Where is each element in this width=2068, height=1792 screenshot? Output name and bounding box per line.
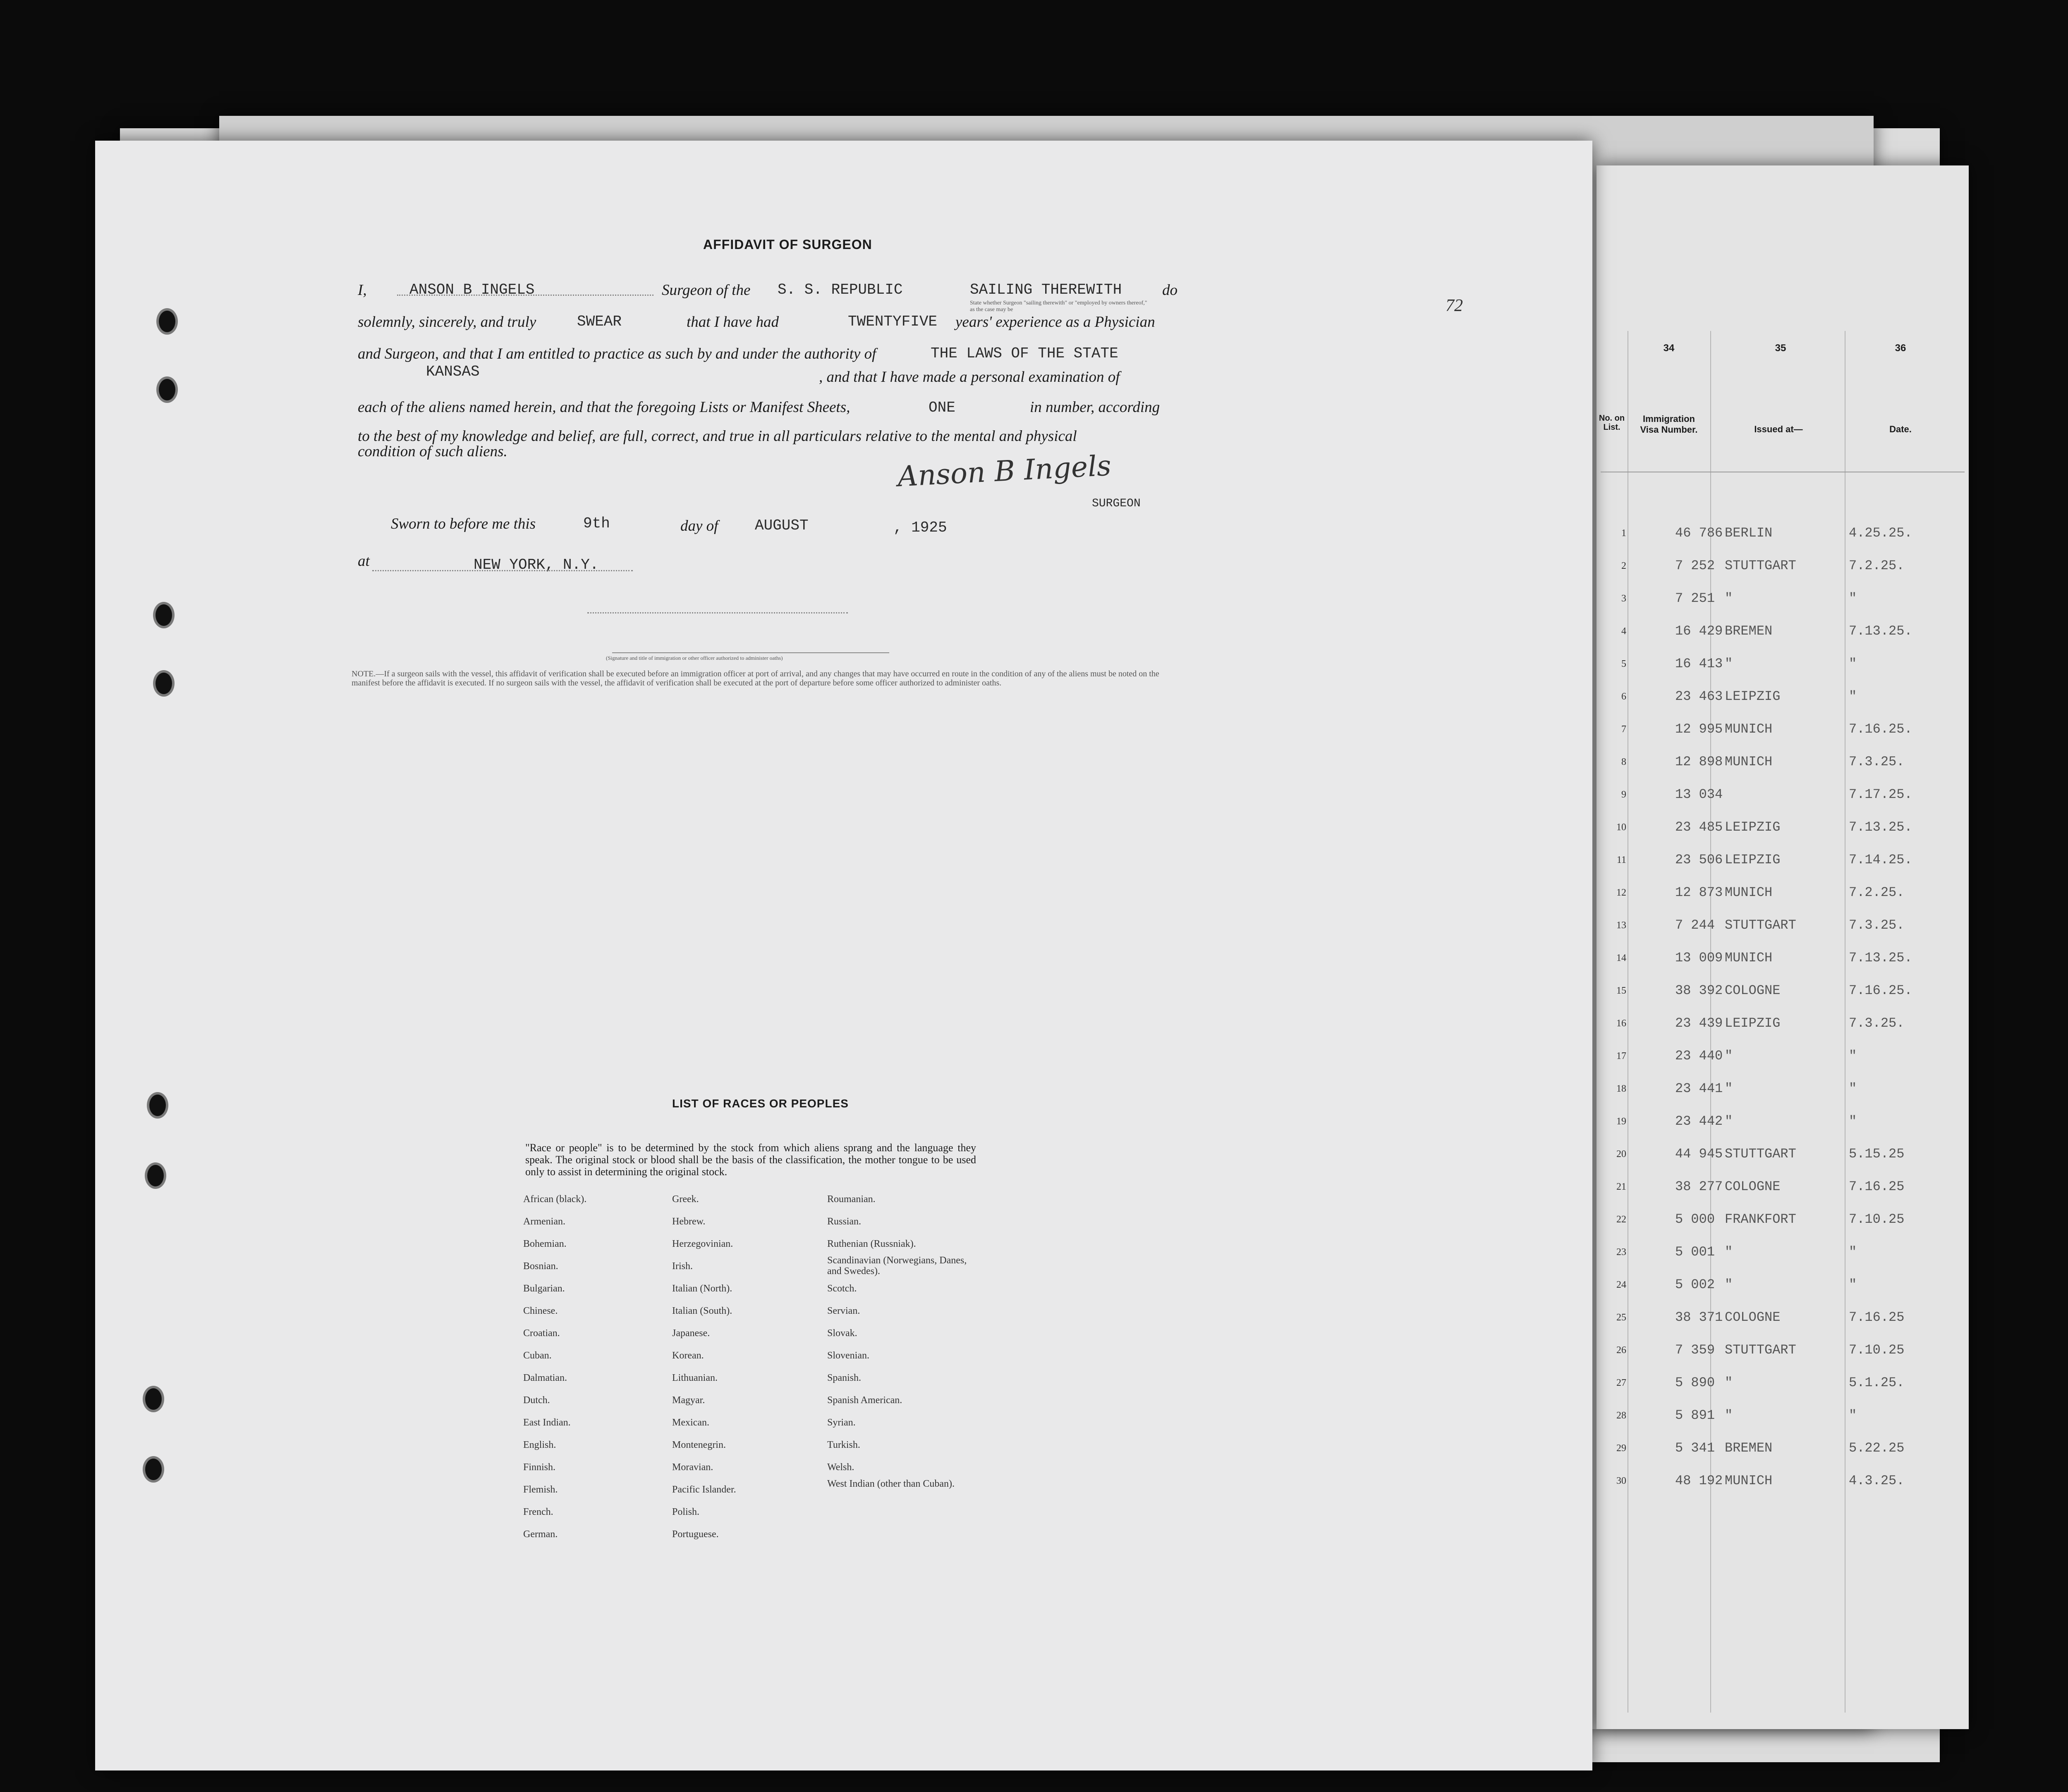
race-item: French. xyxy=(523,1507,553,1517)
day-of-label: day of xyxy=(680,517,718,534)
visa-row xyxy=(1605,779,1960,811)
issue-date: 7.2.25. xyxy=(1849,885,1905,900)
col-number-36: 36 xyxy=(1895,343,1906,354)
affidavit-note: NOTE.—If a surgeon sails with the vessel, this affidavit of verification shall be executed before an immigration officer at port of arrival, and any changes that may have occurred en route in the condition of any of the aliens must be noted on the manifest before the affidavit is executed. If no surgeon sails with the vessel, the affidavit of verification shall be executed at the port of departure before some officer authorized to administer oaths. xyxy=(352,669,1159,688)
row-number: 23 xyxy=(1616,1247,1626,1258)
issued-at: MUNICH xyxy=(1725,885,1773,900)
surgeon-signature: Anson B Ingels xyxy=(897,449,1112,494)
issued-at: LEIPZIG xyxy=(1725,689,1781,704)
issued-at: FRANKFORT xyxy=(1725,1212,1796,1227)
issue-date: " xyxy=(1849,689,1857,704)
visa-number: 46 786 xyxy=(1675,525,1723,541)
visa-number: 48 192 xyxy=(1675,1473,1723,1488)
page-number: 72 xyxy=(1446,296,1463,315)
visa-number: 5 341 xyxy=(1675,1440,1715,1456)
row-number: 28 xyxy=(1616,1410,1626,1421)
visa-row xyxy=(1605,1007,1960,1040)
row-number: 8 xyxy=(1621,757,1626,767)
condition-label: condition of such aliens. xyxy=(358,443,507,460)
race-item: Servian. xyxy=(827,1306,860,1316)
visa-row xyxy=(1605,615,1960,647)
row-number: 22 xyxy=(1616,1214,1626,1225)
row-number: 1 xyxy=(1621,528,1626,539)
visa-number: 23 439 xyxy=(1675,1016,1723,1031)
visa-row xyxy=(1605,877,1960,909)
row-number: 6 xyxy=(1621,691,1626,702)
issued-at: MUNICH xyxy=(1725,721,1773,737)
visa-row xyxy=(1605,1301,1960,1334)
race-item: Flemish. xyxy=(523,1484,558,1495)
race-item: Russian. xyxy=(827,1216,862,1227)
visa-row xyxy=(1605,1105,1960,1138)
race-item: Lithuanian. xyxy=(672,1373,718,1383)
issue-date: " xyxy=(1849,1244,1857,1260)
race-item: Roumanian. xyxy=(827,1194,876,1205)
punch-hole xyxy=(145,1162,166,1189)
visa-row xyxy=(1605,1040,1960,1072)
races-column-3 xyxy=(827,1188,976,1501)
row-number: 14 xyxy=(1616,953,1626,963)
row-number: 10 xyxy=(1616,822,1626,833)
visa-number: 5 890 xyxy=(1675,1375,1715,1390)
race-item: Polish. xyxy=(672,1507,700,1517)
row-number: 16 xyxy=(1616,1018,1626,1029)
race-item: Bohemian. xyxy=(523,1239,567,1249)
race-item: Armenian. xyxy=(523,1216,565,1227)
visa-number: 5 000 xyxy=(1675,1212,1715,1227)
race-item: Finnish. xyxy=(523,1462,556,1473)
issued-at: " xyxy=(1725,1048,1733,1064)
years-label: years' experience as a Physician xyxy=(955,314,1155,331)
issue-date: 7.13.25. xyxy=(1849,950,1912,965)
sworn-day: 9th xyxy=(583,515,610,532)
visa-row xyxy=(1605,648,1960,680)
punch-hole xyxy=(147,1092,168,1119)
row-number: 30 xyxy=(1616,1476,1626,1486)
issued-at: MUNICH xyxy=(1725,950,1773,965)
visa-row xyxy=(1605,1203,1960,1236)
surgeon-of-label: Surgeon of the xyxy=(662,282,751,299)
race-item: Spanish. xyxy=(827,1373,862,1383)
issue-date: 5.22.25 xyxy=(1849,1440,1905,1456)
authority-label: and Surgeon, and that I am entitled to practice as such by and under the authority of xyxy=(358,345,876,362)
race-item: African (black). xyxy=(523,1194,587,1205)
row-number: 15 xyxy=(1616,985,1626,996)
race-item: Cuban. xyxy=(523,1350,552,1361)
issue-date: 7.10.25 xyxy=(1849,1212,1905,1227)
number-label: in number, according xyxy=(1030,399,1160,416)
race-item: Turkish. xyxy=(827,1440,860,1450)
issued-at: LEIPZIG xyxy=(1725,852,1781,867)
race-item: Bosnian. xyxy=(523,1261,558,1272)
row-number: 18 xyxy=(1616,1083,1626,1094)
vessel-name: S. S. REPUBLIC xyxy=(778,281,903,298)
row-number: 29 xyxy=(1616,1443,1626,1454)
race-item: Japanese. xyxy=(672,1328,710,1339)
race-item: Italian (North). xyxy=(672,1283,732,1294)
row-number: 9 xyxy=(1621,789,1626,800)
row-number: 12 xyxy=(1616,887,1626,898)
header-visa-number: Immigration Visa Number. xyxy=(1640,414,1698,435)
race-item: Croatian. xyxy=(523,1328,560,1339)
visa-row xyxy=(1605,811,1960,843)
visa-number: 38 392 xyxy=(1675,983,1723,998)
issue-date: 7.16.25 xyxy=(1849,1179,1905,1194)
authority: THE LAWS OF THE STATE xyxy=(931,345,1118,362)
race-item: Spanish American. xyxy=(827,1395,902,1406)
years-experience: TWENTYFIVE xyxy=(848,313,938,330)
underline xyxy=(587,612,848,613)
issued-at: STUTTGART xyxy=(1725,918,1796,933)
row-number: 11 xyxy=(1616,855,1626,865)
visa-row xyxy=(1605,975,1960,1007)
row-number: 4 xyxy=(1621,626,1626,637)
race-item: Pacific Islander. xyxy=(672,1484,736,1495)
header-date: Date. xyxy=(1889,424,1912,434)
issued-at: COLOGNE xyxy=(1725,1310,1781,1325)
race-item: Slovak. xyxy=(827,1328,857,1339)
surgeon-name: ANSON B INGELS xyxy=(409,281,535,298)
races-title: LIST OF RACES OR PEOPLES xyxy=(672,1097,849,1110)
race-item: English. xyxy=(523,1440,556,1450)
issued-at: " xyxy=(1725,1375,1733,1390)
issue-date: " xyxy=(1849,1048,1857,1064)
visa-row xyxy=(1605,713,1960,745)
race-item: Dutch. xyxy=(523,1395,550,1406)
sailing-note: State whether Surgeon "sailing therewith" or "employed by owners thereof," as the case may be xyxy=(970,300,1147,313)
issue-date: " xyxy=(1849,1114,1857,1129)
visa-row xyxy=(1605,1073,1960,1105)
race-item: German. xyxy=(523,1529,558,1540)
punch-hole xyxy=(153,670,175,697)
visa-number: 23 463 xyxy=(1675,689,1723,704)
race-item: Scotch. xyxy=(827,1283,857,1294)
aliens-label: each of the aliens named herein, and that the foregoing Lists or Manifest Sheets, xyxy=(358,399,850,416)
issue-date: 7.3.25. xyxy=(1849,1016,1905,1031)
races-intro: "Race or people" is to be determined by the stock from which aliens sprang and the language they speak. The original stock or blood shall be the basis of the classification, the mother tongue to be used only to assist in determining the original stock. xyxy=(525,1142,976,1178)
underline xyxy=(612,652,889,653)
sworn-place: NEW YORK, N.Y. xyxy=(474,556,599,573)
issued-at: STUTTGART xyxy=(1725,558,1796,573)
race-item: Korean. xyxy=(672,1350,704,1361)
issued-at: " xyxy=(1725,591,1733,606)
issue-date: 7.13.25. xyxy=(1849,819,1912,835)
do-label: do xyxy=(1162,282,1178,299)
race-item: Moravian. xyxy=(672,1462,713,1473)
issue-date: " xyxy=(1849,1277,1857,1292)
row-number: 2 xyxy=(1621,561,1626,571)
row-number: 17 xyxy=(1616,1051,1626,1061)
punch-hole xyxy=(156,376,178,403)
race-item: Mexican. xyxy=(672,1417,709,1428)
visa-row xyxy=(1605,680,1960,713)
race-item: Greek. xyxy=(672,1194,699,1205)
issue-date: 7.3.25. xyxy=(1849,754,1905,769)
issue-date: 7.17.25. xyxy=(1849,787,1912,802)
visa-row xyxy=(1605,550,1960,582)
race-item: Scandinavian (Norwegians, Danes, and Swedes). xyxy=(827,1255,967,1277)
race-item: East Indian. xyxy=(523,1417,571,1428)
visa-number: 12 898 xyxy=(1675,754,1723,769)
issued-at: STUTTGART xyxy=(1725,1146,1796,1162)
row-number: 7 xyxy=(1621,724,1626,735)
issued-at: " xyxy=(1725,1408,1733,1423)
issued-at: " xyxy=(1725,1081,1733,1096)
surgeon-label: SURGEON xyxy=(1092,497,1141,510)
row-number: 5 xyxy=(1621,659,1626,669)
race-item: Bulgarian. xyxy=(523,1283,565,1294)
issue-date: 7.16.25. xyxy=(1849,721,1912,737)
visa-number: 16 429 xyxy=(1675,623,1723,639)
races-column-1 xyxy=(523,1188,656,1545)
visa-number: 7 251 xyxy=(1675,591,1715,606)
issue-date: 7.13.25. xyxy=(1849,623,1912,639)
visa-row xyxy=(1605,909,1960,942)
underline xyxy=(397,295,653,296)
visa-row xyxy=(1605,942,1960,974)
examination-label: , and that I have made a personal examination of xyxy=(819,369,1120,386)
visa-number: 7 252 xyxy=(1675,558,1715,573)
solemnly-label: solemnly, sincerely, and truly xyxy=(358,314,536,331)
visa-row xyxy=(1605,746,1960,778)
visa-row xyxy=(1605,1432,1960,1464)
visa-number: 7 244 xyxy=(1675,918,1715,933)
race-item: Chinese. xyxy=(523,1306,558,1316)
header-no-on-list: No. on List. xyxy=(1599,414,1625,432)
visa-number: 13 009 xyxy=(1675,950,1723,965)
col-number-35: 35 xyxy=(1775,343,1786,354)
visa-row xyxy=(1605,1399,1960,1432)
row-number: 24 xyxy=(1616,1279,1626,1290)
punch-hole xyxy=(143,1386,164,1412)
header-issued-at: Issued at— xyxy=(1754,424,1803,434)
visa-row xyxy=(1605,1367,1960,1399)
visa-number: 12 995 xyxy=(1675,721,1723,737)
race-item: Herzegovinian. xyxy=(672,1239,733,1249)
visa-number: 5 891 xyxy=(1675,1408,1715,1423)
issued-at: MUNICH xyxy=(1725,1473,1773,1488)
issue-date: " xyxy=(1849,591,1857,606)
issued-at: COLOGNE xyxy=(1725,983,1781,998)
race-item: Slovenian. xyxy=(827,1350,869,1361)
issued-at: " xyxy=(1725,1244,1733,1260)
issued-at: " xyxy=(1725,656,1733,671)
issue-date: 7.3.25. xyxy=(1849,918,1905,933)
row-number: 13 xyxy=(1616,920,1626,931)
issue-date: 7.2.25. xyxy=(1849,558,1905,573)
visa-number: 23 485 xyxy=(1675,819,1723,835)
issue-date: 7.10.25 xyxy=(1849,1342,1905,1358)
race-item: West Indian (other than Cuban). xyxy=(827,1478,955,1489)
issued-at: BERLIN xyxy=(1725,525,1773,541)
punch-hole xyxy=(143,1456,164,1483)
issued-at: " xyxy=(1725,1277,1733,1292)
punch-hole xyxy=(153,602,175,628)
issued-at: BREMEN xyxy=(1725,623,1773,639)
race-item: Magyar. xyxy=(672,1395,705,1406)
at-label: at xyxy=(358,553,370,570)
visa-number: 5 002 xyxy=(1675,1277,1715,1292)
col-number-34: 34 xyxy=(1663,343,1675,354)
row-number: 27 xyxy=(1616,1378,1626,1388)
underline xyxy=(372,570,633,571)
visa-row xyxy=(1605,1138,1960,1170)
race-item: Italian (South). xyxy=(672,1306,732,1316)
oath-type: SWEAR xyxy=(577,313,622,330)
sworn-label: Sworn to before me this xyxy=(391,515,536,532)
issued-at: MUNICH xyxy=(1725,754,1773,769)
visa-number: 5 001 xyxy=(1675,1244,1715,1260)
sworn-month: AUGUST xyxy=(755,517,809,534)
row-number: 25 xyxy=(1616,1312,1626,1323)
sheet-count: ONE xyxy=(929,399,955,416)
issue-date: 5.1.25. xyxy=(1849,1375,1905,1390)
sworn-year: , 1925 xyxy=(893,519,947,536)
visa-row xyxy=(1605,582,1960,615)
issue-date: " xyxy=(1849,1408,1857,1423)
row-number: 19 xyxy=(1616,1116,1626,1127)
issue-date: " xyxy=(1849,656,1857,671)
races-column-2 xyxy=(672,1188,804,1545)
sailing-status: SAILING THEREWITH xyxy=(970,281,1122,298)
issued-at: LEIPZIG xyxy=(1725,819,1781,835)
race-item: Irish. xyxy=(672,1261,693,1272)
issue-date: 4.25.25. xyxy=(1849,525,1912,541)
affidavit-title: AFFIDAVIT OF SURGEON xyxy=(703,237,872,252)
visa-number: 23 440 xyxy=(1675,1048,1723,1064)
visa-number: 12 873 xyxy=(1675,885,1723,900)
row-number: 20 xyxy=(1616,1149,1626,1160)
issue-date: 5.15.25 xyxy=(1849,1146,1905,1162)
visa-number: 23 506 xyxy=(1675,852,1723,867)
issued-at: COLOGNE xyxy=(1725,1179,1781,1194)
knowledge-label: to the best of my knowledge and belief, are full, correct, and true in all particulars relative to the mental and physical xyxy=(358,428,1077,445)
race-item: Portuguese. xyxy=(672,1529,719,1540)
visa-number: 38 371 xyxy=(1675,1310,1723,1325)
race-item: Welsh. xyxy=(827,1462,854,1473)
row-number: 3 xyxy=(1621,593,1626,604)
race-item: Ruthenian (Russniak). xyxy=(827,1239,916,1249)
visa-number: 16 413 xyxy=(1675,656,1723,671)
visa-row xyxy=(1605,844,1960,876)
i-label: I, xyxy=(358,282,367,299)
visa-row xyxy=(1605,517,1960,549)
race-item: Syrian. xyxy=(827,1417,856,1428)
issue-date: 7.16.25. xyxy=(1849,983,1912,998)
race-item: Hebrew. xyxy=(672,1216,706,1227)
visa-row xyxy=(1605,1269,1960,1301)
issued-at: BREMEN xyxy=(1725,1440,1773,1456)
punch-hole xyxy=(156,308,178,335)
officer-caption: (Signature and title of immigration or other officer authorized to administer oaths) xyxy=(606,655,783,661)
visa-number: 23 441 xyxy=(1675,1081,1723,1096)
race-item: Dalmatian. xyxy=(523,1373,567,1383)
state: KANSAS xyxy=(426,363,480,380)
issued-at: " xyxy=(1725,1114,1733,1129)
issue-date: 7.16.25 xyxy=(1849,1310,1905,1325)
issue-date: 4.3.25. xyxy=(1849,1473,1905,1488)
issue-date: 7.14.25. xyxy=(1849,852,1912,867)
that-had-label: that I have had xyxy=(687,314,779,331)
visa-row xyxy=(1605,1236,1960,1268)
race-item: Montenegrin. xyxy=(672,1440,726,1450)
issued-at: LEIPZIG xyxy=(1725,1016,1781,1031)
row-number: 21 xyxy=(1616,1181,1626,1192)
visa-row xyxy=(1605,1334,1960,1366)
visa-number: 44 945 xyxy=(1675,1146,1723,1162)
visa-number: 13 034 xyxy=(1675,787,1723,802)
visa-number: 23 442 xyxy=(1675,1114,1723,1129)
row-number: 26 xyxy=(1616,1345,1626,1356)
visa-number: 38 277 xyxy=(1675,1179,1723,1194)
visa-row xyxy=(1605,1171,1960,1203)
visa-number: 7 359 xyxy=(1675,1342,1715,1358)
issue-date: " xyxy=(1849,1081,1857,1096)
issued-at: STUTTGART xyxy=(1725,1342,1796,1358)
visa-row xyxy=(1605,1465,1960,1497)
